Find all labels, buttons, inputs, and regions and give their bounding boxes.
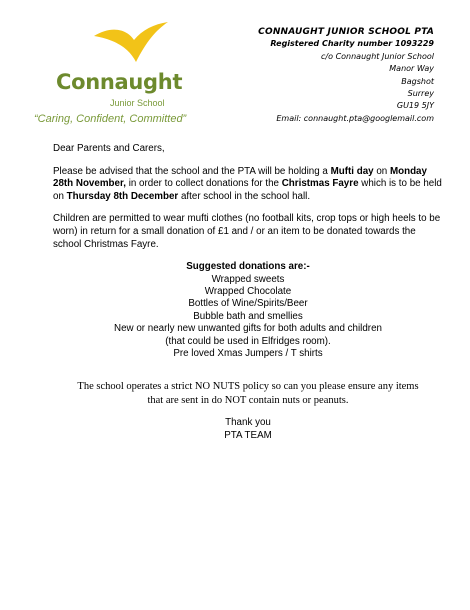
donations-list [53,261,443,360]
address-line: Bagshot [401,76,434,86]
donation-item: Bottles of Wine/Spirits/Beer [188,298,308,310]
donation-item: New or nearly new unwanted gifts for both adults and children [114,323,382,335]
address-line: Manor Way [389,64,434,74]
org-name: CONNAUGHT JUNIOR SCHOOL PTA [258,27,434,37]
donations-title: Suggested donations are:- [186,261,310,273]
p1-text: Please be advised that the school and the PTA will be holding a [53,165,331,177]
no-nuts-policy [53,380,443,407]
charity-number: Registered Charity number 1093229 [270,39,434,49]
donation-item: (that could be used in Elfridges room). [165,335,331,347]
address-line: GU19 5JY [396,101,434,111]
p1-bold-fayre-date: Thursday 8th December [66,190,179,202]
donation-item: Pre loved Xmas Jumpers / T shirts [173,348,323,359]
address-line: Surrey [407,89,434,99]
p1-bold-mufti: Mufti day [330,165,374,177]
p1-bold-date: Monday 28th November, [53,165,427,190]
p1-text: which is to be held on [53,178,442,202]
letter-body [53,143,443,442]
address-line: c/o Connaught Junior School [321,51,434,61]
thanks-text: Thank you [225,417,271,429]
nuts-line: that are sent in do NOT contain nuts or peanuts. [147,394,349,406]
paragraph-mufti-rules: Children are permitted to wear mufti clothes (no football kits, crop tops or high heels to be worn) in return for a small donation of £1 and / or an item to be donated towards the school Christmas Fayre. [53,213,441,250]
email-address: Email: connaught.pta@googlemail.com [276,113,434,123]
logo-subtitle: Junior School [110,98,165,108]
p1-text: in order to collect donations for the [125,178,282,190]
paragraph-mufti-day [53,166,443,204]
donation-item: Wrapped sweets [211,273,285,285]
donation-item: Bubble bath and smellies [193,310,303,322]
p1-text: on [373,165,390,177]
signature-text: PTA TEAM [224,429,272,441]
p1-bold-fayre: Christmas Fayre [281,178,359,190]
bird-logo-icon [90,20,170,66]
logo-name: Connaught [56,70,183,94]
p1-text: after school in the school hall. [178,190,311,202]
logo-motto: “Caring, Confident, Committed” [34,113,187,125]
donation-item: Wrapped Chocolate [204,285,292,297]
nuts-line: The school operates a strict NO NUTS policy so can you please ensure any items [77,381,419,393]
school-logo [34,20,224,125]
pta-address-block [258,26,434,125]
sign-off [53,417,443,442]
greeting: Dear Parents and Carers, [53,143,165,154]
